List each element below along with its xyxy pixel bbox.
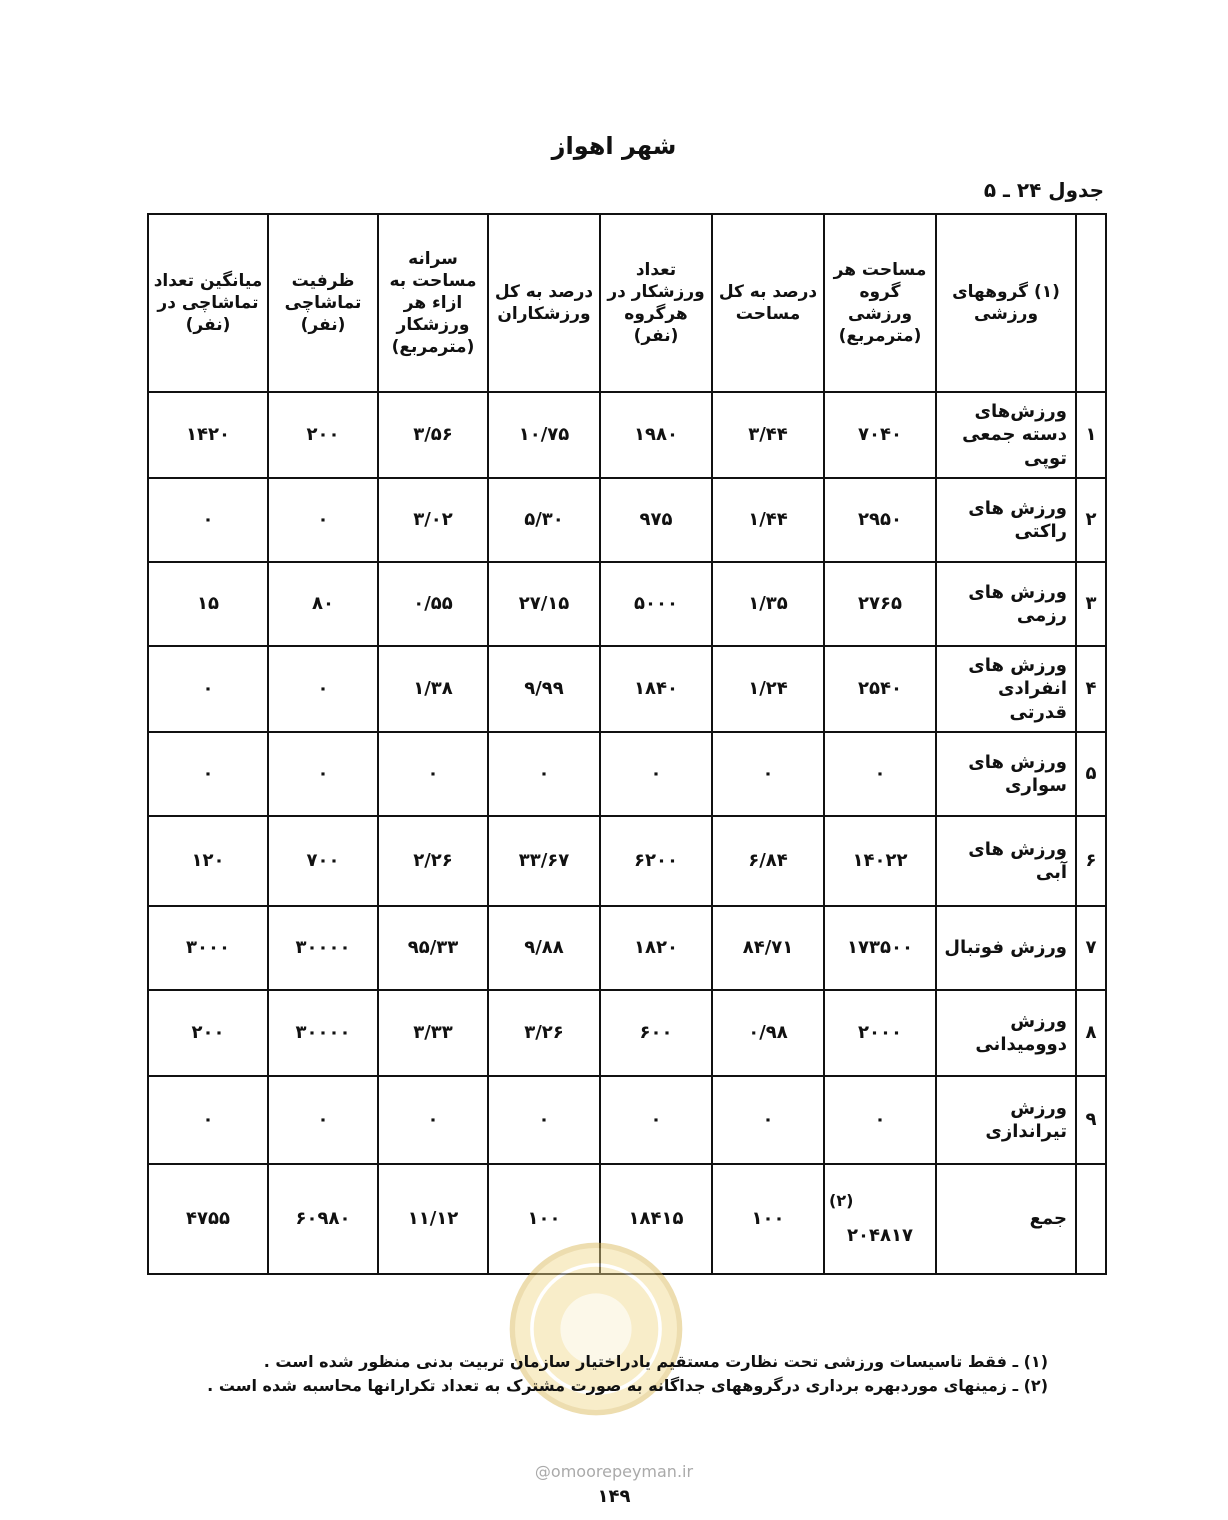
- row-area: ۷۰۴۰: [824, 392, 936, 478]
- row-athletes-pct: ۲۷/۱۵: [488, 562, 600, 646]
- row-area-pct: ۸۴/۷۱: [712, 906, 824, 990]
- table-row: [148, 990, 1106, 1076]
- row-index: ۳: [1076, 562, 1106, 646]
- site-watermark-text: @omoorepeyman.ir: [534, 1462, 694, 1481]
- row-group: ورزش های رزمی: [936, 562, 1076, 646]
- row-athletes-pct: ۵/۳۰: [488, 478, 600, 562]
- total-note: (۲): [829, 1190, 854, 1210]
- row-per-capita: ۱/۳۸: [378, 646, 488, 732]
- row-per-capita: ۰: [378, 1076, 488, 1164]
- row-per-capita: ۹۵/۳۳: [378, 906, 488, 990]
- row-group: ورزش‌های دسته جمعی توپی: [936, 392, 1076, 478]
- row-group: ورزش فوتبال: [936, 906, 1076, 990]
- row-capacity: ۰: [268, 646, 378, 732]
- header-area: مساحت هر گروه ورزشی (مترمربع): [824, 214, 936, 392]
- row-avg-spectators: ۱۲۰: [148, 816, 268, 906]
- table-caption: جدول ۲۴ ـ ۵: [983, 178, 1104, 202]
- row-athletes: ۰: [600, 1076, 712, 1164]
- row-area-pct: ۰/۹۸: [712, 990, 824, 1076]
- header-avg-spectators: میانگین تعداد تماشاچی در (نفر): [148, 214, 268, 392]
- row-group: ورزش های آبی: [936, 816, 1076, 906]
- table-row: [148, 392, 1106, 478]
- row-athletes: ۶۲۰۰: [600, 816, 712, 906]
- row-athletes-pct: ۳۳/۶۷: [488, 816, 600, 906]
- row-capacity: ۰: [268, 732, 378, 816]
- row-athletes-pct: ۳/۲۶: [488, 990, 600, 1076]
- data-table: [147, 213, 1107, 1275]
- header-index: [1076, 214, 1106, 392]
- header-area-pct: درصد به کل مساحت: [712, 214, 824, 392]
- total-index: [1076, 1164, 1106, 1274]
- table-row: [148, 562, 1106, 646]
- row-athletes: ۱۸۴۰: [600, 646, 712, 732]
- header-capacity: ظرفیت تماشاچی (نفر): [268, 214, 378, 392]
- row-athletes: ۰: [600, 732, 712, 816]
- table-row: [148, 732, 1106, 816]
- total-avg-spectators: ۴۷۵۵: [148, 1164, 268, 1274]
- row-avg-spectators: ۰: [148, 732, 268, 816]
- total-per-capita: ۱۱/۱۲: [378, 1164, 488, 1274]
- header-per-capita: سرانه مساحت به ازاء هر ورزشکار (مترمربع): [378, 214, 488, 392]
- total-athletes-pct: ۱۰۰: [488, 1164, 600, 1274]
- header-athletes: تعداد ورزشکار در هرگروه (نفر): [600, 214, 712, 392]
- table-row: [148, 816, 1106, 906]
- row-capacity: ۰: [268, 478, 378, 562]
- row-capacity: ۳۰۰۰۰: [268, 906, 378, 990]
- table-row: [148, 478, 1106, 562]
- row-athletes-pct: ۰: [488, 1076, 600, 1164]
- row-per-capita: ۰: [378, 732, 488, 816]
- row-athletes: ۹۷۵: [600, 478, 712, 562]
- row-per-capita: ۳/۳۳: [378, 990, 488, 1076]
- row-area-pct: ۳/۴۴: [712, 392, 824, 478]
- footnotes: [168, 1350, 1048, 1398]
- row-avg-spectators: ۱۴۲۰: [148, 392, 268, 478]
- header-group: (۱) گروههای ورزشی: [936, 214, 1076, 392]
- row-index: ۱: [1076, 392, 1106, 478]
- row-area-pct: ۰: [712, 732, 824, 816]
- row-area: ۰: [824, 732, 936, 816]
- row-index: ۵: [1076, 732, 1106, 816]
- row-athletes-pct: ۰: [488, 732, 600, 816]
- page-title: شهر اهواز: [551, 132, 677, 160]
- row-capacity: ۷۰۰: [268, 816, 378, 906]
- row-capacity: ۳۰۰۰۰: [268, 990, 378, 1076]
- footnote-1: (۱) ـ فقط تاسیسات ورزشی تحت نظارت مستقیم یادراختیار سازمان تربیت بدنی منظور شده است .: [263, 1352, 1048, 1371]
- row-athletes-pct: ۹/۹۹: [488, 646, 600, 732]
- row-athletes: ۶۰۰: [600, 990, 712, 1076]
- row-area: ۲۷۶۵: [824, 562, 936, 646]
- row-capacity: ۸۰: [268, 562, 378, 646]
- row-athletes: ۱۹۸۰: [600, 392, 712, 478]
- row-avg-spectators: ۲۰۰: [148, 990, 268, 1076]
- row-athletes: ۱۸۲۰: [600, 906, 712, 990]
- row-capacity: ۰: [268, 1076, 378, 1164]
- row-per-capita: ۳/۰۲: [378, 478, 488, 562]
- row-per-capita: ۰/۵۵: [378, 562, 488, 646]
- row-athletes-pct: ۱۰/۷۵: [488, 392, 600, 478]
- total-athletes: ۱۸۴۱۵: [600, 1164, 712, 1274]
- header-row: [148, 214, 1106, 392]
- page-number: ۱۴۹: [597, 1486, 631, 1507]
- row-index: ۹: [1076, 1076, 1106, 1164]
- total-area: ۲۰۴۸۱۷: [847, 1224, 913, 1246]
- total-label: جمع: [936, 1164, 1076, 1274]
- row-avg-spectators: ۰: [148, 478, 268, 562]
- row-avg-spectators: ۳۰۰۰: [148, 906, 268, 990]
- footnote-2: (۲) ـ زمینهای موردبهره برداری درگروههای جداگانه به صورت مشترک به تعداد تکرارانها محاسبه شده است .: [207, 1376, 1048, 1395]
- total-capacity: ۶۰۹۸۰: [268, 1164, 378, 1274]
- row-area-pct: ۱/۳۵: [712, 562, 824, 646]
- row-group: ورزش های سواری: [936, 732, 1076, 816]
- row-avg-spectators: ۱۵: [148, 562, 268, 646]
- row-group: ورزش دوومیدانی: [936, 990, 1076, 1076]
- row-area: ۲۹۵۰: [824, 478, 936, 562]
- row-area: ۰: [824, 1076, 936, 1164]
- row-group: ورزش های راکتی: [936, 478, 1076, 562]
- header-athletes-pct: درصد به کل ورزشکاران: [488, 214, 600, 392]
- row-index: ۷: [1076, 906, 1106, 990]
- table-row: [148, 1076, 1106, 1164]
- row-area-pct: ۱/۴۴: [712, 478, 824, 562]
- table-row: [148, 906, 1106, 990]
- row-area: ۲۰۰۰: [824, 990, 936, 1076]
- row-per-capita: ۳/۵۶: [378, 392, 488, 478]
- row-index: ۴: [1076, 646, 1106, 732]
- row-per-capita: ۲/۲۶: [378, 816, 488, 906]
- row-athletes-pct: ۹/۸۸: [488, 906, 600, 990]
- row-area: ۱۷۳۵۰۰: [824, 906, 936, 990]
- row-avg-spectators: ۰: [148, 646, 268, 732]
- row-index: ۶: [1076, 816, 1106, 906]
- row-area-pct: ۶/۸۴: [712, 816, 824, 906]
- row-index: ۸: [1076, 990, 1106, 1076]
- row-index: ۲: [1076, 478, 1106, 562]
- total-area-cell: [824, 1164, 936, 1274]
- row-athletes: ۵۰۰۰: [600, 562, 712, 646]
- row-group: ورزش های انفرادی قدرتی: [936, 646, 1076, 732]
- row-area-pct: ۰: [712, 1076, 824, 1164]
- row-capacity: ۲۰۰: [268, 392, 378, 478]
- row-area-pct: ۱/۲۴: [712, 646, 824, 732]
- row-group: ورزش تیراندازی: [936, 1076, 1076, 1164]
- table-row: [148, 646, 1106, 732]
- row-area: ۱۴۰۲۲: [824, 816, 936, 906]
- row-area: ۲۵۴۰: [824, 646, 936, 732]
- row-avg-spectators: ۰: [148, 1076, 268, 1164]
- total-area-pct: ۱۰۰: [712, 1164, 824, 1274]
